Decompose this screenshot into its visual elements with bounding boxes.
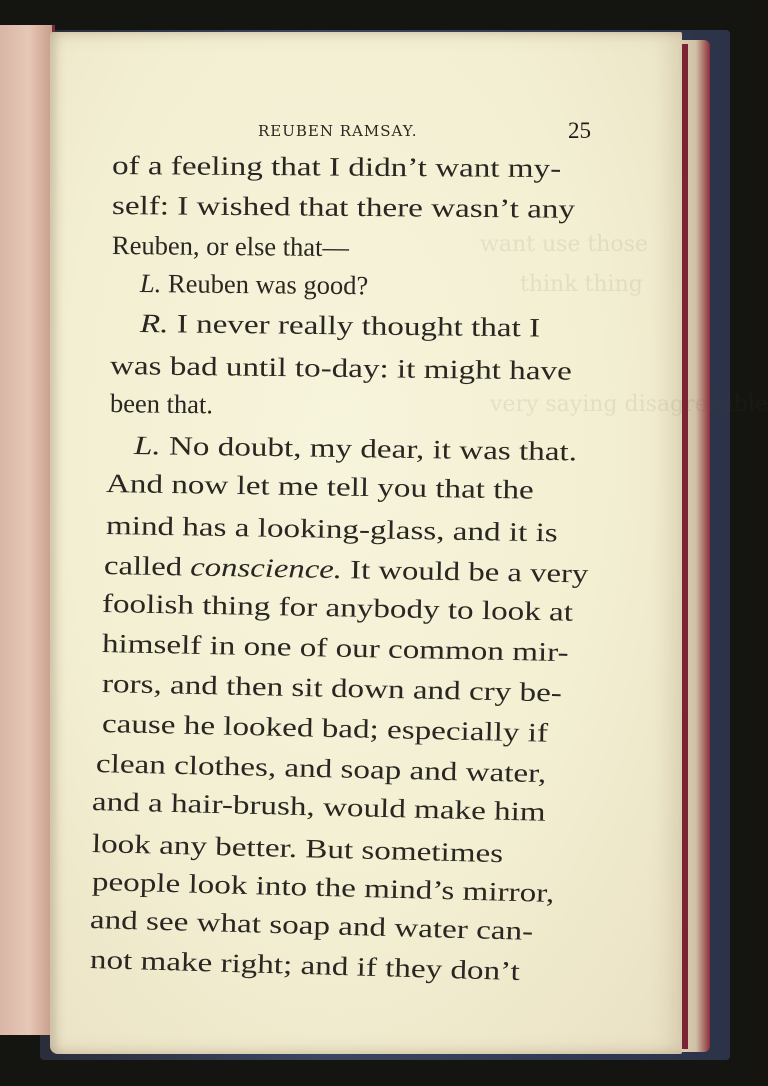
text-line: look any better. But sometimes <box>91 828 504 869</box>
text-line: L. No doubt, my dear, it was that. <box>133 430 578 467</box>
text-line: and see what soap and water can- <box>89 904 534 946</box>
text-line: L. Reuben was good? <box>139 268 369 301</box>
text-line: been that. <box>109 388 214 420</box>
text-line: mind has a looking-glass, and it is <box>105 510 558 548</box>
text-line: R. I never really thought that I <box>139 308 541 343</box>
text-line: self: I wished that there wasn’t any <box>111 190 576 224</box>
text-line: clean clothes, and soap and water, <box>95 748 547 789</box>
show-through-text: want use those think thing very saying disagreeable <box>480 232 768 417</box>
page-number: 25 <box>568 118 591 143</box>
text-line: And now let me tell you that the <box>105 468 534 505</box>
book-page <box>50 32 768 1054</box>
text-line: Reuben, or else that— <box>111 230 350 263</box>
text-line: and a hair-brush, would make him <box>91 786 547 827</box>
text-line: of a feeling that I didn’t want my- <box>111 150 562 184</box>
text-line: was bad until to-day: it might have <box>109 350 572 386</box>
text-line: not make right; and if they don’t <box>89 944 521 986</box>
text-line: himself in one of our common mir- <box>101 628 569 668</box>
text-line: rors, and then sit down and cry be- <box>101 668 563 708</box>
text-line: people look into the mind’s mirror, <box>91 866 555 908</box>
text-line: cause he looked bad; especially if <box>101 708 549 748</box>
left-page-edge <box>0 25 55 1035</box>
running-head: REUBEN RAMSAY. <box>258 122 418 140</box>
text-line: called conscience. It would be a very <box>103 550 589 589</box>
text-line: foolish thing for anybody to look at <box>101 588 574 627</box>
